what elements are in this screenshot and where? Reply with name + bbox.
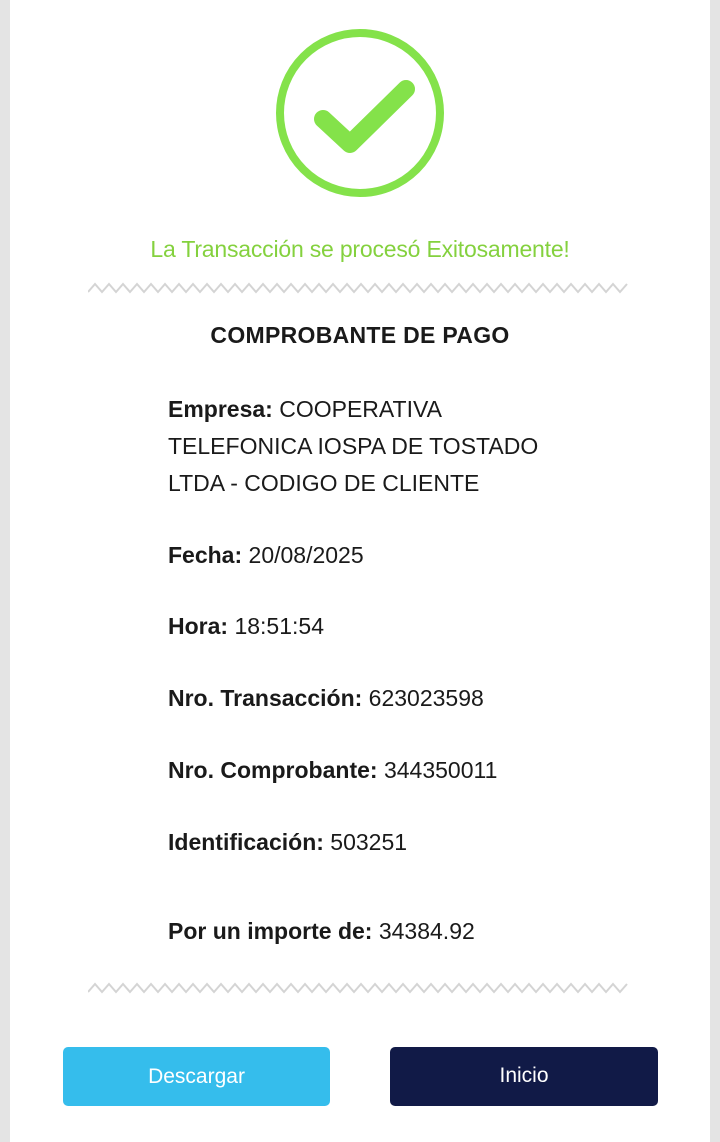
receipt-title: COMPROBANTE DE PAGO [210,322,510,348]
transaccion-label: Nro. Transacción: [168,685,363,711]
fecha-label: Fecha: [168,542,243,568]
comprobante-value: 344350011 [383,757,498,783]
identificacion-label: Identificación: [168,829,324,855]
hora-label: Hora: [168,613,229,639]
field-importe [168,913,568,950]
hora-value: 18:51:54 [234,613,324,639]
field-fecha [168,537,568,574]
field-identificacion [168,824,568,861]
download-button[interactable]: Descargar [63,1047,330,1106]
home-button[interactable]: Inicio [390,1047,658,1106]
empresa-label: Empresa: [168,396,273,422]
transaccion-value: 623023598 [368,685,484,711]
fecha-value: 20/08/2025 [248,542,364,568]
field-empresa [168,391,568,502]
check-circle-icon [274,27,446,199]
zigzag-divider-bottom [88,981,631,995]
zigzag-divider-top [88,281,631,295]
success-message: La Transacción se procesó Exitosamente! [150,236,570,262]
comprobante-label: Nro. Comprobante: [168,757,378,783]
identificacion-value: 503251 [330,829,408,855]
importe-value: 34384.92 [378,918,475,944]
importe-label: Por un importe de: [168,918,373,944]
field-transaccion [168,680,568,717]
field-hora [168,608,568,645]
empresa-value: COOPERATIVA TELEFONICA IOSPA DE TOSTADO LTDA - CODIGO DE CLIENTE [168,396,539,496]
field-comprobante [168,752,568,789]
receipt-card [10,0,710,1142]
